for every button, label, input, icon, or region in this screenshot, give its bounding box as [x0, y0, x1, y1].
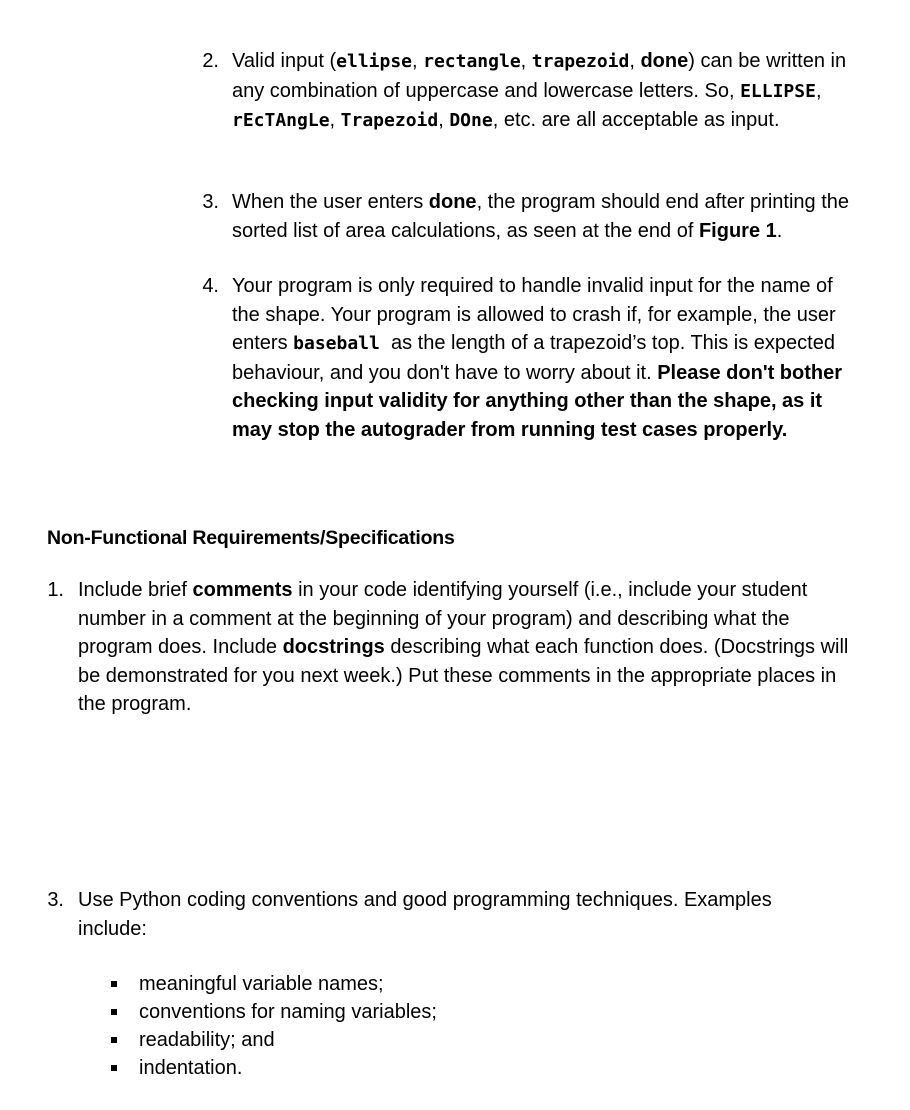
list-number: 2.	[202, 50, 219, 72]
code-rectangle-mixed: rEcTAngLe	[232, 110, 330, 131]
bullet-marker	[111, 1009, 117, 1015]
figure-reference: Figure 1	[698, 219, 777, 242]
code-done-mixed: DOne	[449, 110, 493, 131]
code-ellipse: ellipse	[336, 51, 412, 72]
list-number: 3.	[202, 191, 219, 213]
code-trapezoid: trapezoid	[531, 51, 630, 72]
list-item: conventions for naming variables;	[139, 1001, 437, 1023]
bold-done: done	[640, 50, 689, 72]
code-ellipse-upper: ELLIPSE	[740, 80, 816, 102]
section-heading: Non-Functional Requirements/Specifications	[47, 527, 455, 549]
list-item-invalid-input: Your program is only required to handle invalid input for the name of the shape. Your program is allowed to crash if, for example, the user enters baseball as the length of a trapezoid’s top. This is expected behaviour, and you don't have to worry about it. Please don't bother checking input validity for anything other than the shape, as it may stop the autograder from running test cases properly.	[232, 275, 843, 441]
bold-warning: Please don't bother checking input validity for anything other than the shape, as it may stop the autograder from running test cases properly.	[232, 361, 843, 441]
list-item: indentation.	[139, 1057, 243, 1079]
list-number: 1.	[47, 579, 64, 601]
bullet-marker	[111, 981, 117, 987]
code-baseball: baseball	[293, 333, 380, 354]
list-number: 4.	[202, 275, 219, 297]
list-item: readability; and	[139, 1029, 275, 1051]
code-rectangle: rectangle	[423, 51, 521, 72]
bold-docstrings: docstrings	[282, 636, 385, 658]
list-item-comments: Include brief comments in your code identifying yourself (i.e., include your student number in a comment at the beginning of your program) and describing what the program does. Include docstrings describing what each function does. (Docstrings will be demonstrated for you next week.) Put these comments in the appropriate places in the program.	[78, 579, 849, 715]
list-item: meaningful variable names;	[139, 973, 384, 995]
code-trapezoid-cap: Trapezoid	[340, 110, 439, 131]
bold-comments: comments	[192, 579, 293, 601]
list-number: 3.	[47, 889, 64, 911]
list-item-conventions: Use Python coding conventions and good programming techniques. Examples include:	[78, 889, 772, 940]
bullet-marker	[111, 1065, 117, 1071]
list-item-done: When the user enters done, the program should end after printing the sorted list of area calculations, as seen at the end of Figure 1.	[232, 191, 850, 242]
list-item-valid-input: Valid input (ellipse, rectangle, trapezoid, done) can be written in any combination of uppercase and lowercase letters. So, ELLIPSE, rEcTAngLe, Trapezoid, DOne, etc. are all acceptable as input.	[232, 50, 847, 131]
bullet-marker	[111, 1037, 117, 1043]
